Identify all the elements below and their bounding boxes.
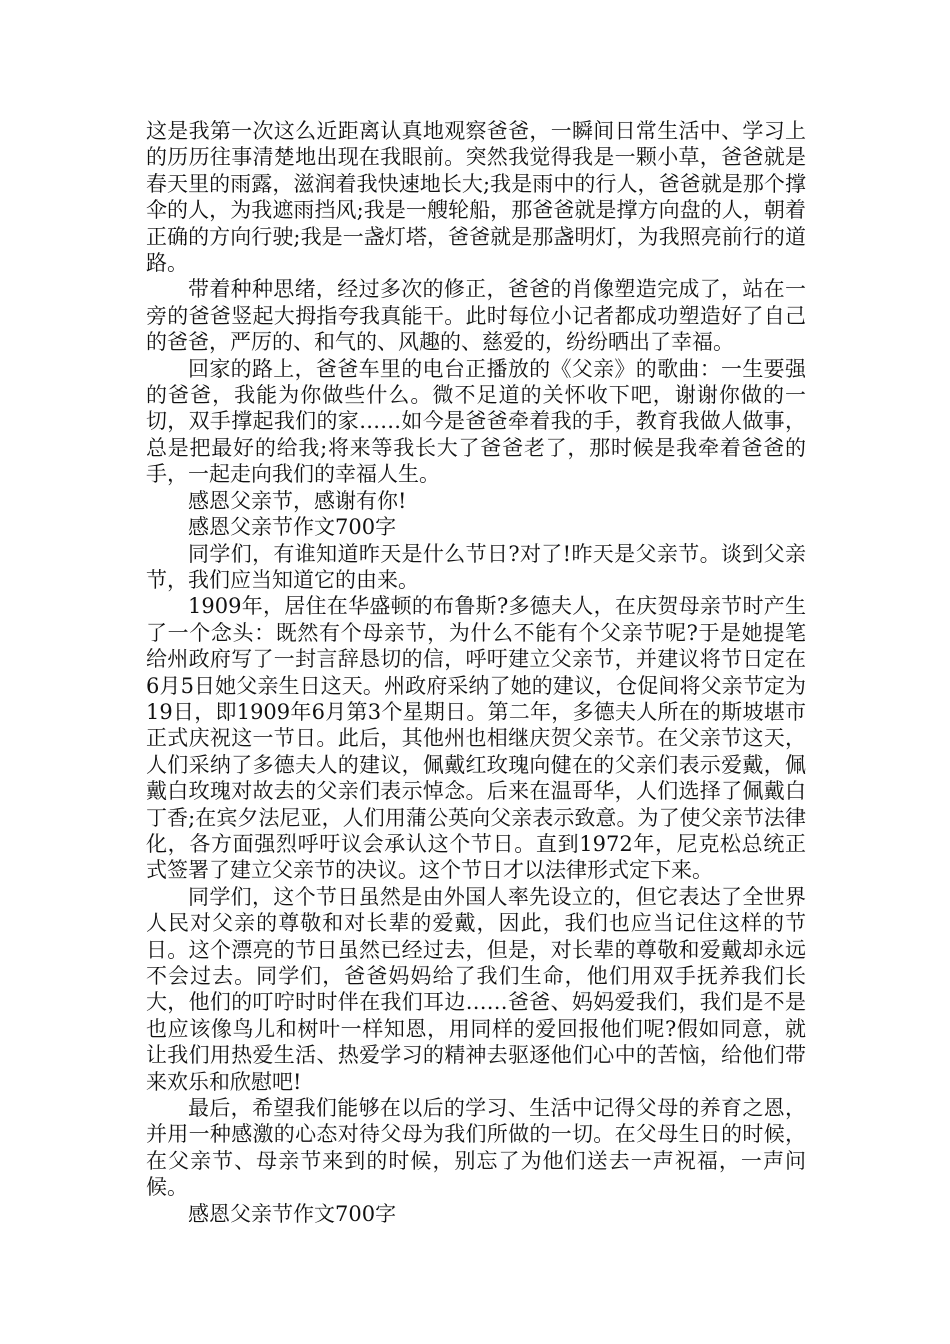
paragraph: 最后，希望我们能够在以后的学习、生活中记得父母的养育之恩，并用一种感激的心态对待父母为我们所做的一切。在父母生日的时候，在父亲节、母亲节来到的时候，别忘了为他们送去一声祝福，一声问候。 xyxy=(146,1096,806,1200)
paragraph: 感恩父亲节，感谢有你! xyxy=(188,488,407,513)
paragraph: 同学们，有谁知道昨天是什么节日?对了!昨天是父亲节。谈到父亲节，我们应当知道它的由来。 xyxy=(146,541,806,592)
paragraph: 这是我第一次这么近距离认真地观察爸爸，一瞬间日常生活中、学习上的历历往事清楚地出现在我眼前。突然我觉得我是一颗小草，爸爸就是春天里的雨露，滋润着我快速地长大;我是雨中的行人，爸爸就是那个撑伞的人，为我遮雨挡风;我是一艘轮船，那爸爸就是撑方向盘的人，朝着正确的方向行驶;我是一盏灯塔，爸爸就是那盏明灯，为我照亮前行的道路。 xyxy=(146,119,806,276)
paragraph: 带着种种思绪，经过多次的修正，爸爸的肖像塑造完成了，站在一旁的爸爸竖起大拇指夸我真能干。此时每位小记者都成功塑造好了自己的爸爸，严厉的、和气的、风趣的、慈爱的，纷纷晒出了幸福。 xyxy=(146,277,806,355)
paragraph: 同学们，这个节日虽然是由外国人率先设立的，但它表达了全世界人民对父亲的尊敬和对长辈的爱戴，因此，我们也应当记住这样的节日。这个漂亮的节日虽然已经过去，但是，对长辈的尊敬和爱戴却永远不会过去。同学们，爸爸妈妈给了我们生命，他们用双手抚养我们长大，他们的叮咛时时伴在我们耳边……爸爸、妈妈爱我们，我们是不是也应该像鸟儿和树叶一样知恩，用同样的爱回报他们呢?假如同意，就让我们用热爱生活、热爱学习的精神去驱逐他们心中的苦恼，给他们带来欢乐和欣慰吧! xyxy=(146,884,806,1094)
document-body xyxy=(146,118,806,1227)
section-heading: 感恩父亲节作文700字 xyxy=(188,515,397,540)
section-heading: 感恩父亲节作文700字 xyxy=(188,1201,397,1226)
paragraph: 1909年，居住在华盛顿的布鲁斯?多德夫人，在庆贺母亲节时产生了一个念头：既然有个母亲节，为什么不能有个父亲节呢?于是她提笔给州政府写了一封言辞恳切的信，呼吁建立父亲节，并建议将节日定在6月5日她父亲生日这天。州政府采纳了她的建议，仓促间将父亲节定为19日，即1909年6月第3个星期日。第二年，多德夫人所在的斯坡堪市正式庆祝这一节日。此后，其他州也相继庆贺父亲节。在父亲节这天，人们采纳了多德夫人的建议，佩戴红玫瑰向健在的父亲们表示爱戴，佩戴白玫瑰对故去的父亲们表示悼念。后来在温哥华，人们选择了佩戴白丁香;在宾夕法尼亚，人们用蒲公英向父亲表示致意。为了使父亲节法律化，各方面强烈呼吁议会承认这个节日。直到1972年，尼克松总统正式签署了建立父亲节的决议。这个节日才以法律形式定下来。 xyxy=(146,594,806,883)
paragraph: 回家的路上，爸爸车里的电台正播放的《父亲》的歌曲：一生要强的爸爸，我能为你做些什么。微不足道的关怀收下吧，谢谢你做的一切，双手撑起我们的家……如今是爸爸牵着我的手，教育我做人做事，总是把最好的给我;将来等我长大了爸爸老了，那时候是我牵着爸爸的手，一起走向我们的幸福人生。 xyxy=(146,356,806,487)
